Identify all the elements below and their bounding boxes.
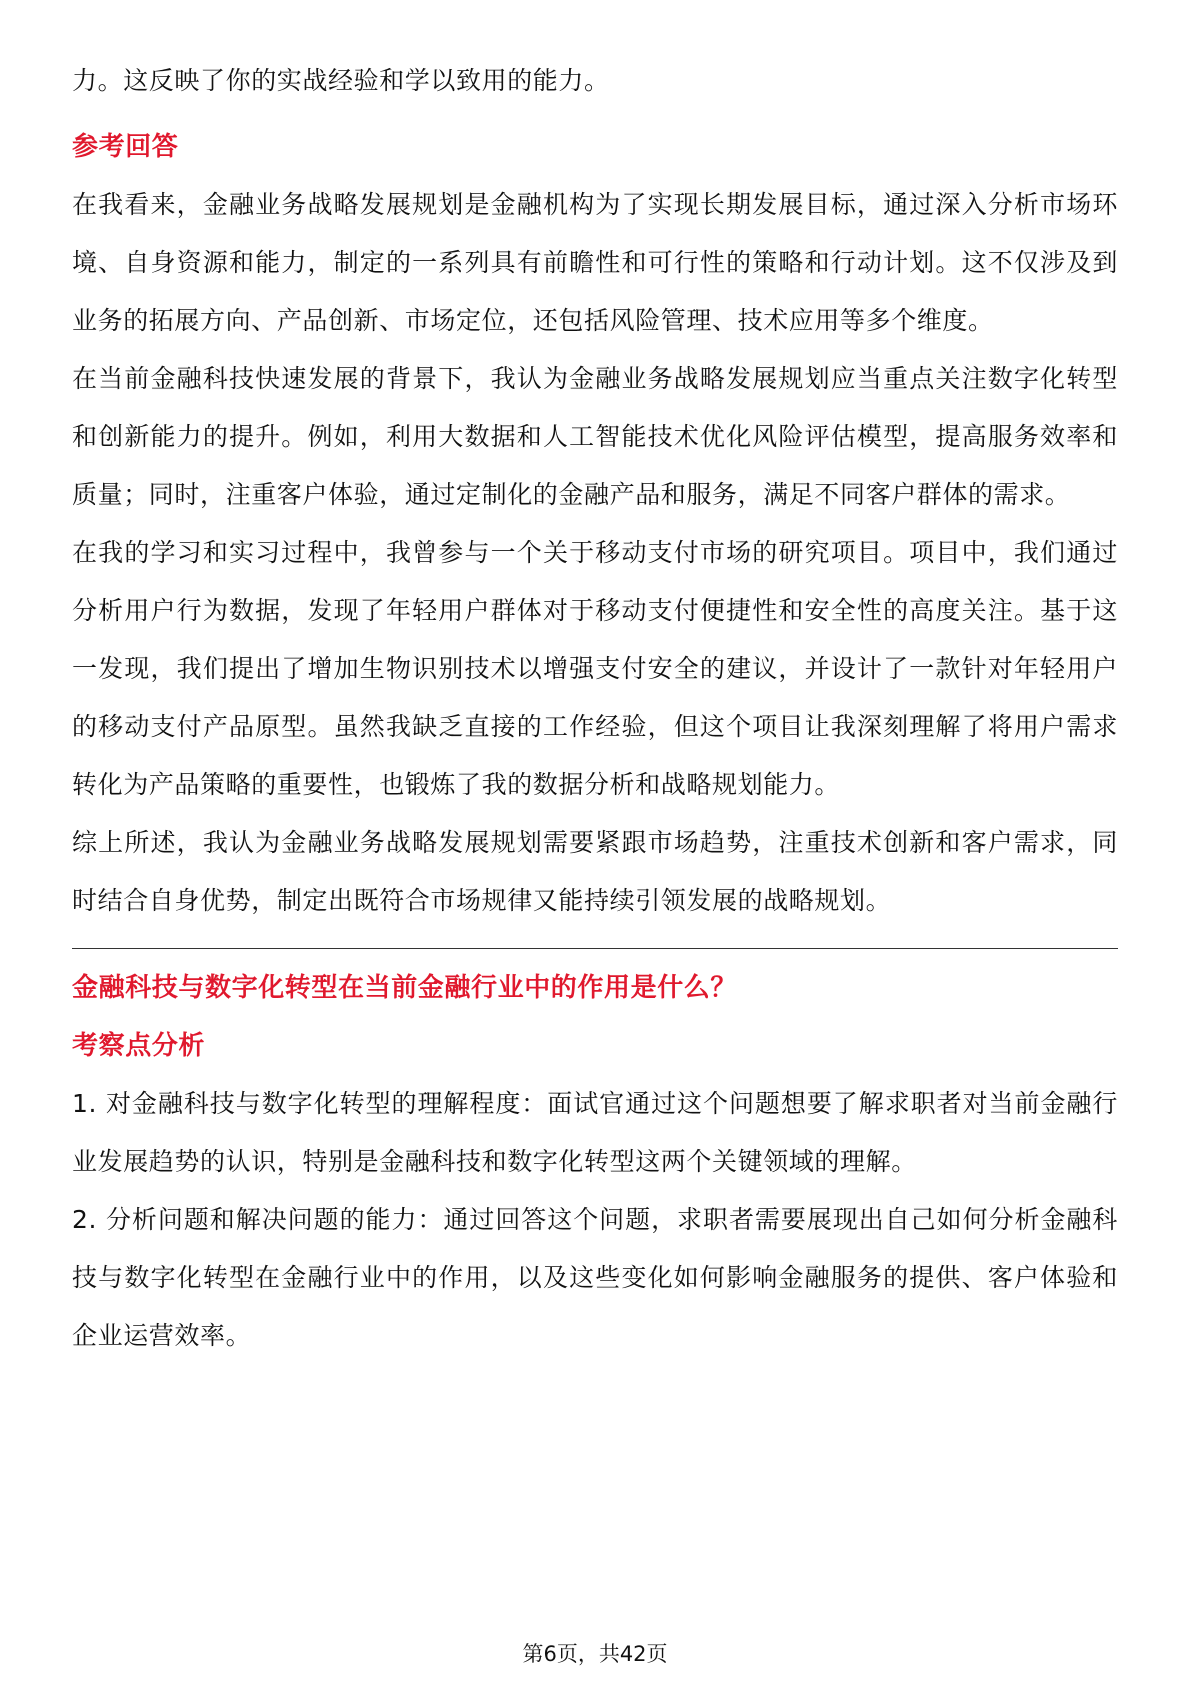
page-number: 第6页，共42页: [522, 1642, 668, 1666]
answer-paragraph: 在我的学习和实习过程中，我曾参与一个关于移动支付市场的研究项目。项目中，我们通过分析用户行为数据，发现了年轻用户群体对于移动支付便捷性和安全性的高度关注。基于这一发现，我们提出了增加生物识别技术以增强支付安全的建议，并设计了一款针对年轻用户的移动支付产品原型。虽然我缺乏直接的工作经验，但这个项目让我深刻理解了将用户需求转化为产品策略的重要性，也锻炼了我的数据分析和战略规划能力。: [72, 538, 1118, 799]
continued-text: 力。这反映了你的实战经验和学以致用的能力。: [72, 66, 610, 95]
reference-answer-heading: 参考回答: [72, 132, 179, 162]
answer-paragraph: 综上所述，我认为金融业务战略发展规划需要紧跟市场趋势，注重技术创新和客户需求，同时结合自身优势，制定出既符合市场规律又能持续引领发展的战略规划。: [72, 828, 1118, 915]
analysis-point: 2. 分析问题和解决问题的能力：通过回答这个问题，求职者需要展现出自己如何分析金融科技与数字化转型在金融行业中的作用，以及这些变化如何影响金融服务的提供、客户体验和企业运营效率。: [72, 1205, 1118, 1350]
document-body: [72, 52, 1118, 1365]
answer-paragraph: 在我看来，金融业务战略发展规划是金融机构为了实现长期发展目标，通过深入分析市场环境、自身资源和能力，制定的一系列具有前瞻性和可行性的策略和行动计划。这不仅涉及到业务的拓展方向、产品创新、市场定位，还包括风险管理、技术应用等多个维度。: [72, 190, 1118, 335]
answer-paragraph: 在当前金融科技快速发展的背景下，我认为金融业务战略发展规划应当重点关注数字化转型和创新能力的提升。例如，利用大数据和人工智能技术优化风险评估模型，提高服务效率和质量；同时，注重客户体验，通过定制化的金融产品和服务，满足不同客户群体的需求。: [72, 364, 1118, 509]
analysis-point: 1. 对金融科技与数字化转型的理解程度：面试官通过这个问题想要了解求职者对当前金融行业发展趋势的认识，特别是金融科技和数字化转型这两个关键领域的理解。: [72, 1089, 1118, 1176]
question-title: 金融科技与数字化转型在当前金融行业中的作用是什么？: [72, 973, 738, 1003]
section-divider: [72, 948, 1118, 949]
analysis-heading: 考察点分析: [72, 1031, 206, 1061]
